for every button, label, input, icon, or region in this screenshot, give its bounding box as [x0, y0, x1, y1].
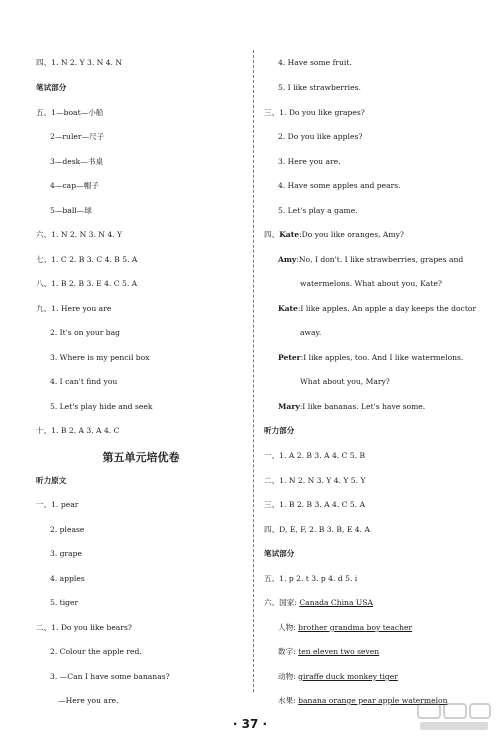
answer-line: 一、1. pear [36, 500, 79, 509]
category-label: 动物: [278, 672, 296, 681]
dialogue-line: What about you, Mary? [300, 377, 390, 386]
answer-line: 4. I can't find you [50, 377, 118, 386]
dialogue-line [278, 402, 425, 412]
answer-line: 5—ball—球 [50, 206, 92, 215]
answer-line: 五、1. p 2. t 3. p 4. d 5. i [264, 574, 358, 583]
category-line [278, 647, 379, 657]
answer-line: 八、1. B 2. B 3. E 4. C 5. A [36, 279, 138, 288]
category-label: 数字: [278, 647, 296, 656]
speaker-name: Mary [278, 402, 300, 411]
category-words: banana orange pear apple watermelon [298, 696, 448, 705]
category-label: 人物: [278, 623, 296, 632]
category-words: brother grandma boy teacher [298, 623, 413, 632]
answer-line: 5. tiger [50, 598, 79, 607]
dialogue-line [264, 230, 404, 240]
section-heading: 笔试部分 [264, 549, 295, 558]
section-heading: 听力部分 [264, 426, 295, 435]
answer-line: 3—desk—书桌 [50, 157, 104, 166]
dialogue-line [278, 304, 476, 314]
dialogue-text: :I like bananas. Let's have some. [299, 402, 426, 411]
dialogue-line: away. [300, 328, 322, 337]
page-number: · 37 · [232, 717, 268, 731]
column-divider [253, 50, 254, 692]
section-heading: 听力原文 [36, 476, 67, 485]
category-line [264, 598, 373, 608]
speaker-name: Amy [278, 255, 297, 264]
section-number: 四、 [264, 230, 280, 239]
answer-line: 十、1. B 2. A 3. A 4. C [36, 426, 120, 435]
answer-line: 四、D, E, F, 2. B 3. B, E 4. A [264, 525, 370, 534]
answer-line: 3. Here you are. [278, 157, 341, 166]
answer-line: 五、1—boat—小船 [36, 108, 104, 117]
answer-line: 3. Where is my pencil box [50, 353, 150, 362]
category-label: 水果: [278, 696, 296, 705]
answer-line: 二、1. Do you like bears? [36, 623, 132, 632]
answer-line: 三、1. Do you like grapes? [264, 108, 365, 117]
dialogue-text: :I like apples. An apple a day keeps the doctor [297, 304, 477, 313]
answer-line: —Here you are. [58, 696, 119, 705]
category-line [278, 623, 412, 633]
answer-line: 2. It's on your bag [50, 328, 121, 337]
answer-line: 3. —Can I have some bananas? [50, 672, 170, 681]
category-label: 六、国家: [264, 598, 297, 607]
answer-line: 三、1. B 2. B 3. A 4. C 5. A [264, 500, 366, 509]
answer-line: 5. Let's play hide and seek [50, 402, 153, 411]
answer-line: 5. I like strawberries. [278, 83, 361, 92]
answer-line: 4. apples [50, 574, 85, 583]
answer-line: 2—ruler—尺子 [50, 132, 105, 141]
answer-line: 4. Have some fruit. [278, 58, 352, 67]
category-line [278, 672, 398, 682]
dialogue-line: watermelons. What about you, Kate? [300, 279, 442, 288]
answer-line: 一、1. A 2. B 3. A 4. C 5. B [264, 451, 366, 460]
watermark-logo-icon [416, 701, 492, 733]
dialogue-text: :I like apples, too. And I like watermelons. [300, 353, 464, 362]
answer-line: 3. grape [50, 549, 83, 558]
answer-line: 六、1. N 2. N 3. N 4. Y [36, 230, 123, 239]
answer-line: 二、1. N 2. N 3. Y 4. Y 5. Y [264, 476, 366, 485]
section-heading: 笔试部分 [36, 83, 67, 92]
speaker-name: Kate [279, 230, 300, 239]
answer-line: 2. please [50, 525, 85, 534]
answer-line: 2. Do you like apples? [278, 132, 363, 141]
answer-line: 九、1. Here you are [36, 304, 112, 313]
unit-title: 第五单元培优卷 [102, 451, 180, 464]
dialogue-line [278, 255, 463, 265]
dialogue-line [278, 353, 463, 363]
category-words: Canada China USA [299, 598, 373, 607]
category-words: ten eleven two seven [298, 647, 380, 656]
category-words: giraffe duck monkey tiger [298, 672, 398, 681]
answer-line: 4. Have some apples and pears. [278, 181, 401, 190]
answer-line: 七、1. C 2. B 3. C 4. B 5. A [36, 255, 138, 264]
speaker-name: Kate [278, 304, 298, 313]
dialogue-text: :No, I don't. I like strawberries, grapes and [296, 255, 464, 264]
answer-line: 5. Let's play a game. [278, 206, 358, 215]
dialogue-text: :Do you like oranges, Amy? [299, 230, 404, 239]
speaker-name: Peter [278, 353, 301, 362]
answer-line: 4—cap—帽子 [50, 181, 99, 190]
answer-line: 四、1. N 2. Y 3. N 4. N [36, 58, 123, 67]
answer-line: 2. Colour the apple red. [50, 647, 142, 656]
